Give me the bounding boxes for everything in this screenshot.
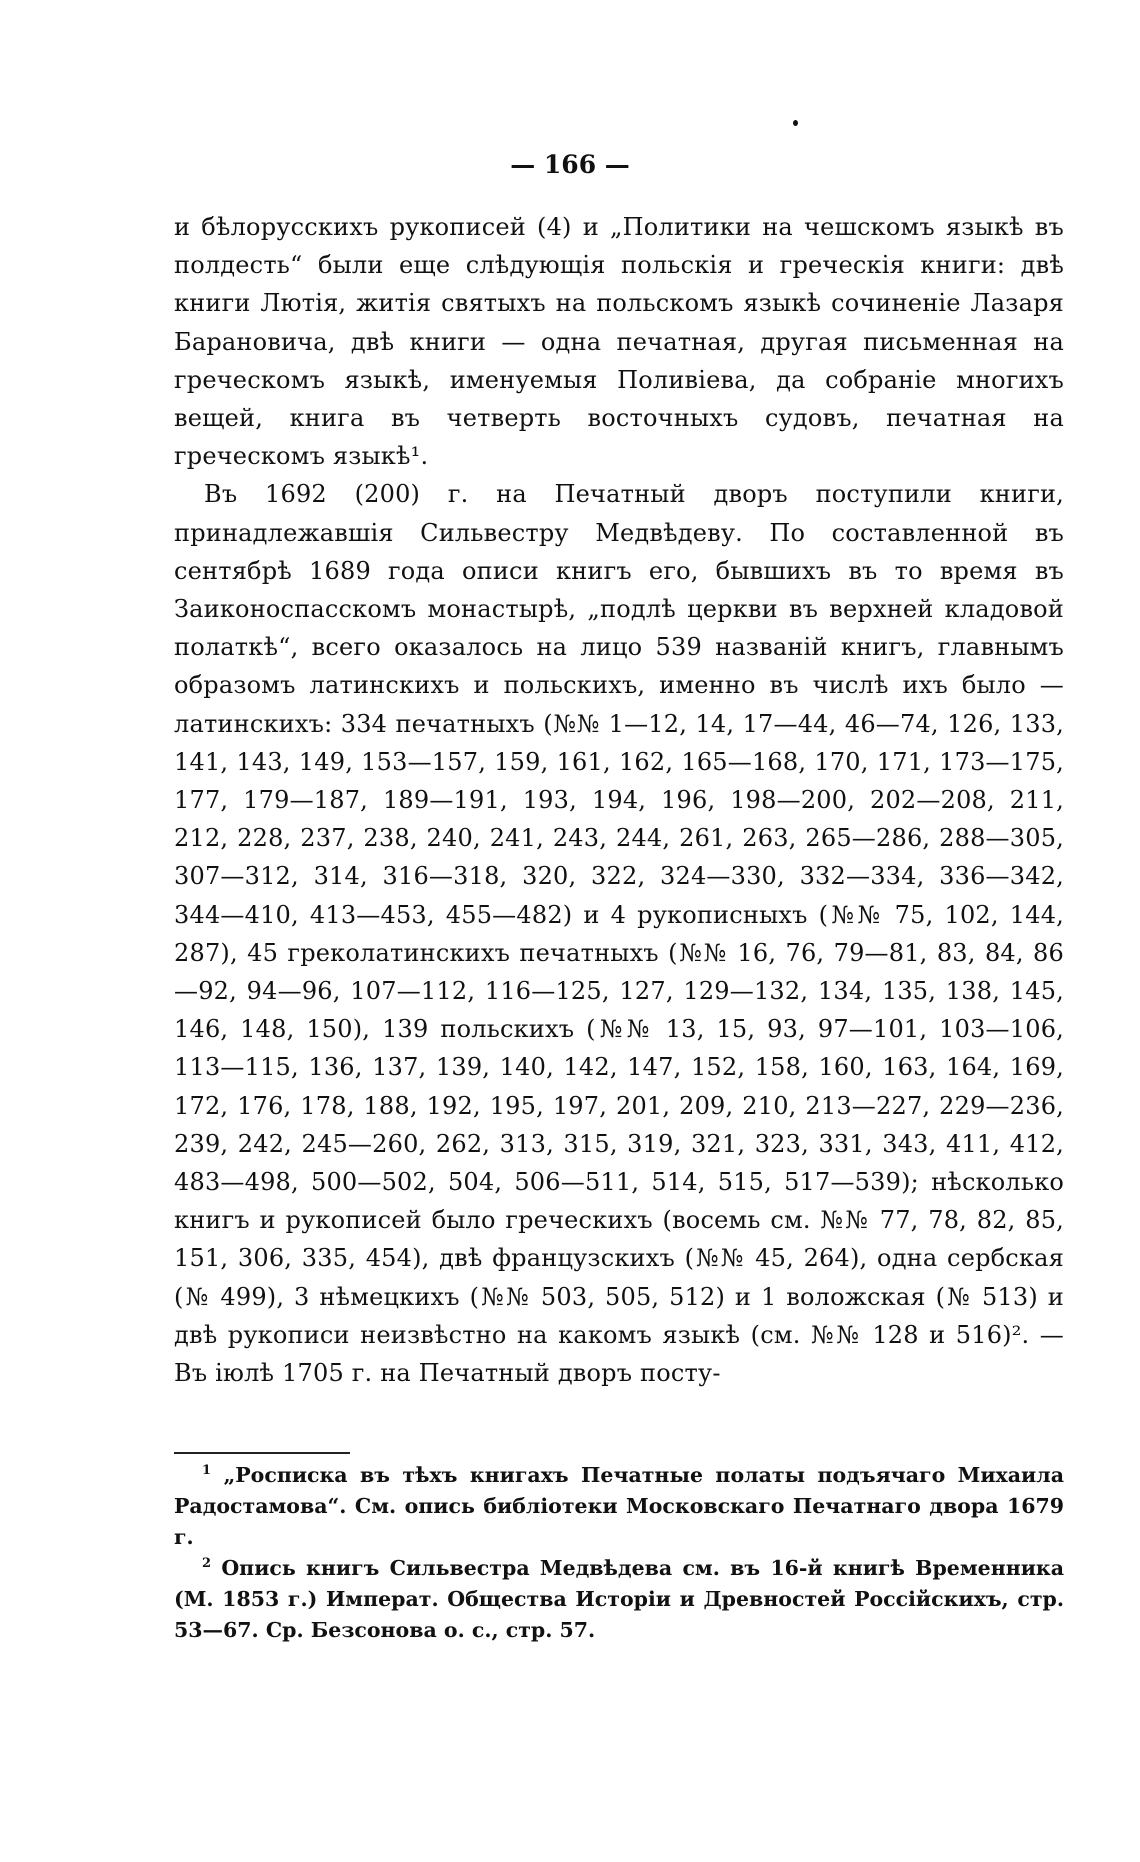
footnote-mark: 1 xyxy=(202,1463,212,1479)
footnote-2 xyxy=(174,1553,1064,1646)
footnote-1 xyxy=(174,1460,1064,1553)
footnotes xyxy=(174,1460,1064,1646)
footnote-text: Опись книгъ Сильвестра Медвѣдева см. въ 16-й книгѣ Временника (М. 1853 г.) Императ. Общества Исторіи и Древностей Россійскихъ, стр. 53—67. Ср. Безсонова о. с., стр. 57. xyxy=(174,1556,1065,1642)
footnote-mark: 2 xyxy=(202,1556,212,1572)
footnote-divider xyxy=(174,1452,350,1454)
ink-speck xyxy=(793,120,798,126)
body-text xyxy=(174,208,1064,1392)
paragraph-1: и бѣлорусскихъ рукописей (4) и „Политики на чешскомъ языкѣ въ полдесть“ были еще слѣдующія польскія и греческія книги: двѣ книги Лютія, житія святыхъ на польскомъ языкѣ сочиненіе Лазаря Барановича, двѣ книги — одна печатная, другая письменная на греческомъ языкѣ, именуемыя Поливіева, да собраніе многихъ вещей, книга въ четверть восточныхъ судовъ, печатная на греческомъ языкѣ¹. xyxy=(174,213,1064,471)
paragraph-2: Въ 1692 (200) г. на Печатный дворъ поступили книги, принадлежавшія Сильвестру Медвѣдеву. По составленной въ сентябрѣ 1689 года описи книгъ его, бывшихъ въ то время въ Заиконоспасскомъ монастырѣ, „подлѣ церкви въ верхней кладовой полаткѣ“, всего оказалось на лицо 539 названій книгъ, главнымъ образомъ латинскихъ и польскихъ, именно въ числѣ ихъ было — латинскихъ: 334 печатныхъ (№№ 1—12, 14, 17—44, 46—74, 126, 133, 141, 143, 149, 153—157, 159, 161, 162, 165—168, 170, 171, 173—175, 177, 179—187, 189—191, 193, 194, 196, 198—200, 202—208, 211, 212, 228, 237, 238, 240, 241, 243, 244, 261, 263, 265—286, 288—305, 307—312, 314, 316—318, 320, 322, 324—330, 332—334, 336—342, 344—410, 413—453, 455—482) и 4 рукописныхъ (№№ 75, 102, 144, 287), 45 греколатинскихъ печатныхъ (№№ 16, 76, 79—81, 83, 84, 86—92, 94—96, 107—112, 116—125, 127, 129—132, 134, 135, 138, 145, 146, 148, 150), 139 польскихъ (№№ 13, 15, 93, 97—101, 103—106, 113—115, 136, 137, 139, 140, 142, 147, 152, 158, 160, 163, 164, 169, 172, 176, 178, 188, 192, 195, 197, 201, 209, 210, 213—227, 229—236, 239, 242, 245—260, 262, 313, 315, 319, 321, 323, 331, 343, 411, 412, 483—498, 500—502, 504, 506—511, 514, 515, 517—539); нѣсколько книгъ и рукописей было греческихъ (восемь см. №№ 77, 78, 82, 85, 151, 306, 335, 454), двѣ французскихъ (№№ 45, 264), одна сербская (№ 499), 3 нѣмецкихъ (№№ 503, 505, 512) и 1 воложская (№ 513) и двѣ рукописи неизвѣстно на какомъ языкѣ (см. №№ 128 и 516)². — Въ іюлѣ 1705 г. на Печатный дворъ посту- xyxy=(174,480,1064,1388)
page-number: — 166 — xyxy=(510,150,630,179)
footnote-text: „Росписка въ тѣхъ книгахъ Печатные полаты подъячаго Михаила Радостамова“. См. опись библіотеки Московскаго Печатнаго двора 1679 г. xyxy=(174,1463,1064,1549)
